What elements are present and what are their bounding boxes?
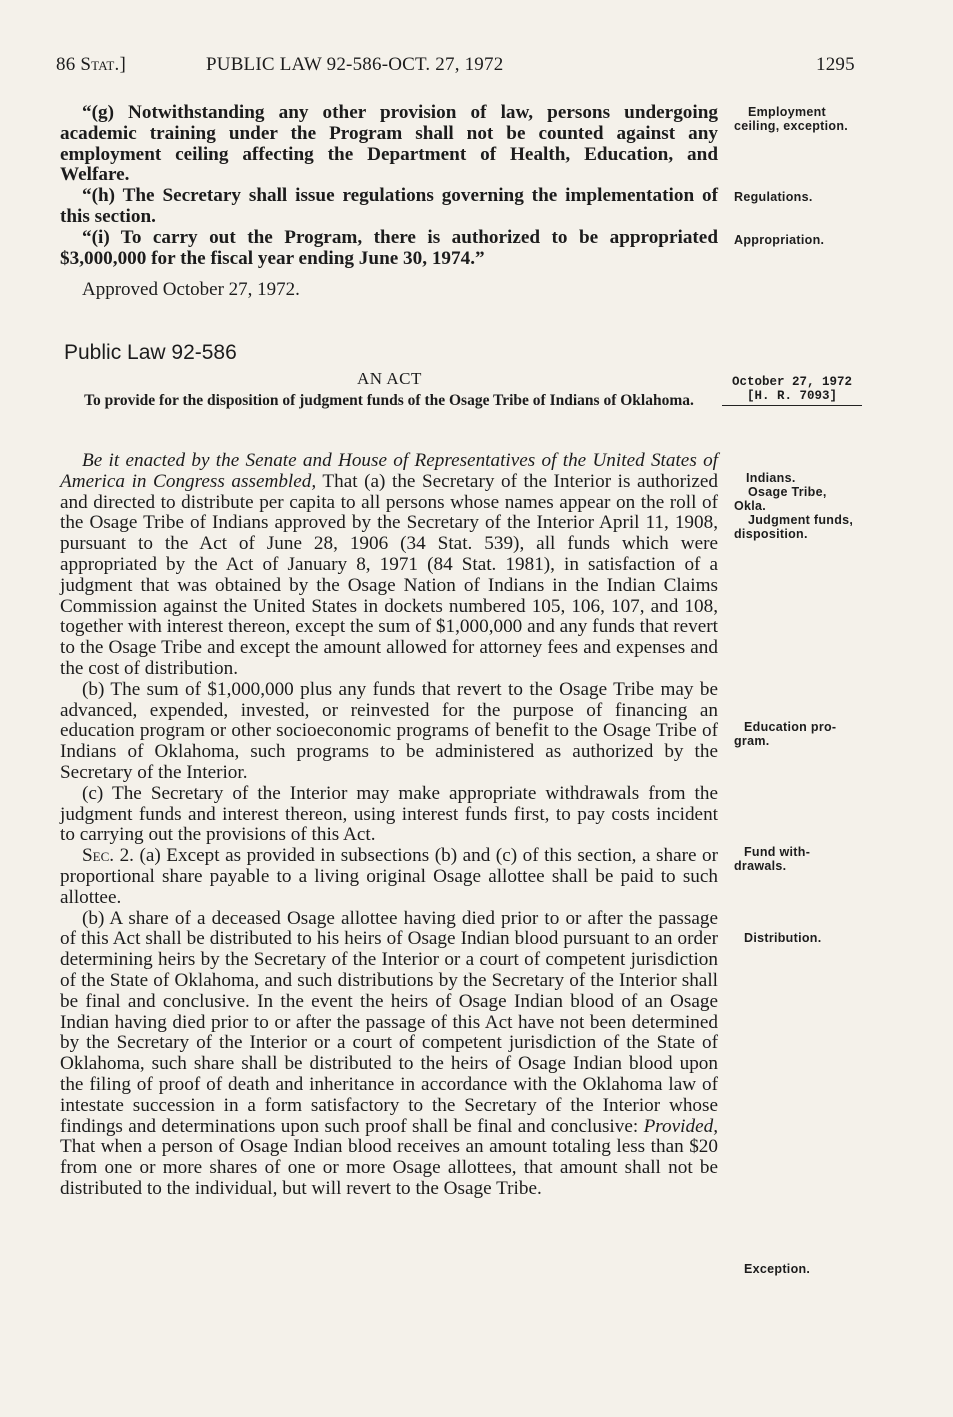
act-body xyxy=(60,451,718,1200)
margin-note-indians: Indians. Osage Tribe, Okla. Judgment funds, disposition. xyxy=(734,471,854,541)
date-rule xyxy=(722,405,862,406)
approval-date: Approved October 27, 1972. xyxy=(82,279,300,300)
margin-note-regulations: Regulations. xyxy=(734,190,813,204)
paragraph-i: “(i) To carry out the Program, there is authorized to be appropriated $3,000,000 for the fiscal year ending June 30, 1974.” xyxy=(60,226,718,269)
bill-number: [H. R. 7093] xyxy=(746,389,837,403)
proviso-word: Provided, xyxy=(643,1115,718,1137)
previous-law-continuation xyxy=(60,103,718,269)
act-title: To provide for the disposition of judgment funds of the Osage Tribe of Indians of Oklahoma. xyxy=(84,392,694,409)
paragraph-h: “(h) The Secretary shall issue regulations governing the implementation of this section. xyxy=(60,185,718,227)
section-2-a-text: (a) Except as provided in subsections (b) and (c) of this section, a share or proportional share payable to a living original Osage allottee shall be paid to such allottee. xyxy=(60,845,718,908)
enacting-clause: Be it enacted by the Senate and House of Representatives of the United States of America in Congress assembled, xyxy=(60,450,718,492)
public-law-title: Public Law 92-586 xyxy=(64,341,237,364)
section-2-label: Sec. 2. xyxy=(82,845,134,867)
enactment-date-block xyxy=(722,375,862,403)
act-heading: AN ACT xyxy=(357,369,422,388)
margin-note-distribution: Distribution. xyxy=(744,931,822,945)
margin-note-fund-withdrawals: Fund with- drawals. xyxy=(734,845,811,873)
section-1-a xyxy=(60,451,718,680)
margin-note-appropriation: Appropriation. xyxy=(734,233,825,247)
margin-note-exception: Exception. xyxy=(744,1262,811,1276)
margin-note-employment: Employment ceiling, exception. xyxy=(734,105,849,133)
margin-note-education: Education pro- gram. xyxy=(734,720,837,748)
section-1-a-text: That (a) the Secretary of the Interior is authorized and directed to distribute per capita to all persons whose names appear on the roll of the Osage Tribe of Indians approved by the Secretary of the Interior April 11, 1908, pursuant to the Act of June 28, 1906 (34 Stat. 539), all funds which were appropriated by the Act of January 8, 1971 (84 Stat. 1981), in satisfaction of a judgment that was obtained by the Osage Nation of Indians in the Indian Claims Commission against the United States in dockets numbered 105, 106, 107, and 108, together with interest thereon, except the sum of $1,000,000 and any funds that revert to the Osage Tribe and except the amount allowed for attorney fees and expenses and the cost of distribution. xyxy=(60,470,719,679)
statute-reference: 86 Stat.] xyxy=(56,54,126,75)
running-header: PUBLIC LAW 92-586-OCT. 27, 1972 xyxy=(206,54,504,75)
enactment-date: October 27, 1972 xyxy=(731,375,853,389)
section-2-b-text-1: (b) A share of a deceased Osage allottee having died prior to or after the passage of this Act shall be distributed to his heirs of Osage Indian blood pursuant to an order determining heirs by the Secretary of the Interior or a court of competent jurisdiction of the State of Oklahoma, and such distributions by the Secretary of the Interior shall be final and conclusive. In the event the heirs of Osage Indian blood of an Osage Indian having died prior to or after the passage of this Act have not been determined by the Secretary of the Interior or a court of competent jurisdiction of the State of Oklahoma, such share shall be distributed to the heirs of Osage Indian blood upon the filing of proof of death and inheritance in accordance with the Oklahoma law of intestate succession in a form satisfactory to the Secretary of the Interior whose findings and determinations upon such proof shall be final and conclusive: xyxy=(60,907,718,1137)
section-1-c: (c) The Secretary of the Interior may make appropriate withdrawals from the judgment funds and interest thereon, using interest funds first, to pay costs incident to carrying out the provisions of this Act. xyxy=(60,782,718,846)
paragraph-g: “(g) Notwithstanding any other provision of law, persons undergoing academic training under the Program shall not be counted against any employment ceiling affecting the Department of Health, Education, and Welfare. xyxy=(60,102,718,186)
section-2-b xyxy=(60,909,718,1200)
section-2-a xyxy=(60,846,718,908)
section-1-b: (b) The sum of $1,000,000 plus any funds that revert to the Osage Tribe may be advanced, expended, invested, or reinvested for the purpose of financing an education program or other socioeconomic programs of benefit to the Osage Tribe of Indians of Oklahoma, such programs to be administered as authorized by the Secretary of the Interior. xyxy=(60,678,718,783)
page-number: 1295 xyxy=(816,54,855,75)
section-2-b-text-2: That when a person of Osage Indian blood receives an amount totaling less than $20 from one or more shares of one or more Osage allottees, that amount shall not be distributed to the individual, but will revert to the Osage Tribe. xyxy=(60,1136,718,1199)
